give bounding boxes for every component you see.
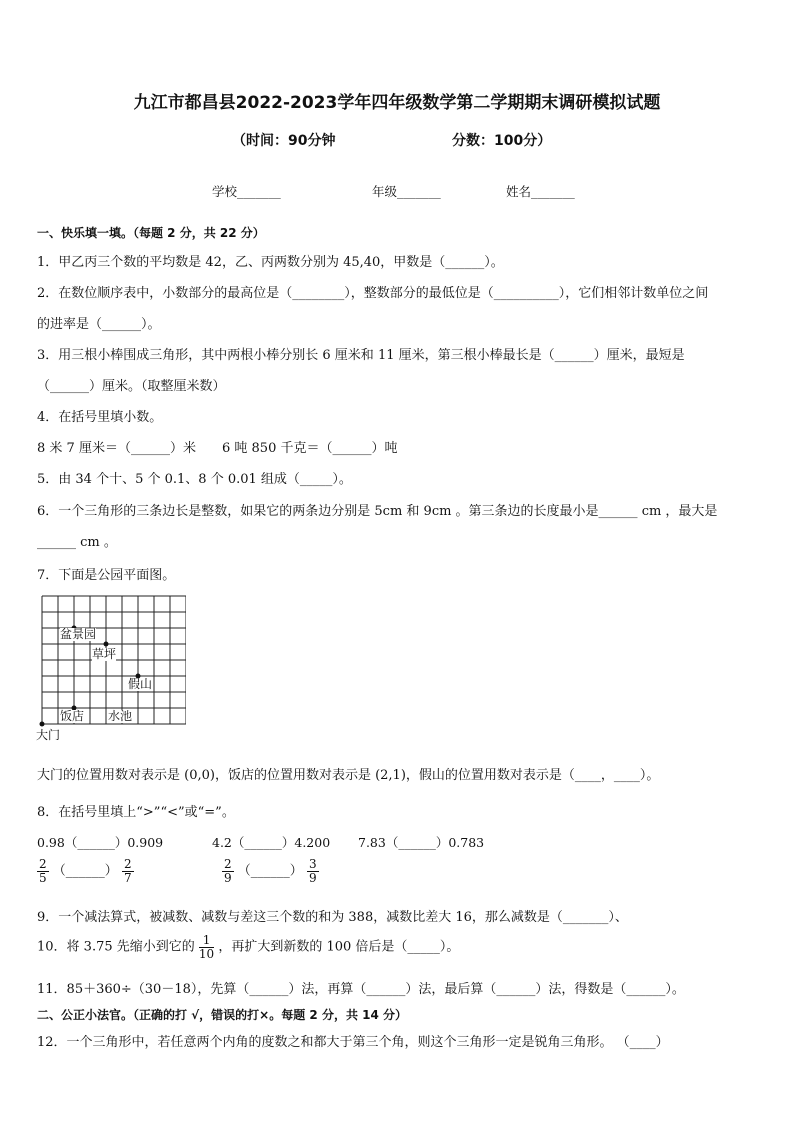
question-8: 8．在括号里填上“>”“<”或“=”。 (37, 805, 235, 820)
fraction (307, 858, 319, 884)
question-8-part-c: 7.83（______）0.783 (358, 835, 485, 850)
question-2-line-2: 的进率是（______）。 (37, 317, 161, 332)
fraction (199, 934, 214, 960)
map-label-rockery: 假山 (128, 677, 153, 691)
section-2-heading: 二、公正小法官。（正确的打 √，错误的打×。每题 2 分，共 14 分） (37, 1008, 407, 1022)
fraction (37, 858, 49, 884)
question-8-part-a: 0.98（______）0.909 (37, 835, 164, 850)
map-location-point (40, 722, 45, 727)
question-4-part-a: 8 米 7 厘米＝（______）米 (37, 441, 196, 456)
question-7: 7．下面是公园平面图。 (37, 568, 176, 583)
numerator: 2 (224, 857, 232, 871)
map-label-gate: 大门 (36, 728, 61, 742)
numerator: 1 (199, 934, 214, 948)
school-field: 学校_______ (212, 184, 281, 199)
question-6-line-1: 6．一个三角形的三条边长是整数，如果它的两条边分别是 5cm 和 9cm 。第三条边的长度最小是______ cm ，最大是 (37, 504, 718, 519)
section-1-heading: 一、快乐填一填。（每题 2 分，共 22 分） (37, 226, 265, 240)
park-map (36, 592, 186, 742)
fraction (222, 858, 234, 884)
grade-field: 年级_______ (372, 184, 441, 199)
question-10-text-b: ，再扩大到新数的 100 倍后是（_____）。 (218, 939, 460, 955)
comparison-blank: （______） (237, 863, 303, 879)
question-3-line-1: 3．用三根小棒围成三角形，其中两根小棒分别长 6 厘米和 11 厘米，第三根小棒最长是（______）厘米，最短是 (37, 348, 685, 363)
map-label-bonsai-garden: 盆景园 (60, 627, 97, 641)
map-location-point (104, 642, 109, 647)
numerator: 3 (308, 857, 317, 871)
map-label-pool: 水池 (108, 709, 133, 723)
denominator: 9 (308, 870, 317, 885)
denominator: 10 (198, 946, 215, 961)
question-5: 5．由 34 个十、5 个 0.1、8 个 0.01 组成（_____）。 (37, 472, 352, 487)
question-10 (37, 934, 459, 960)
exam-score: 分数：100分） (452, 133, 552, 149)
map-label-lawn: 草坪 (92, 647, 117, 661)
question-10-text-a: 10．将 3.75 先缩小到它的 (37, 939, 195, 955)
exam-time: （时间：90分钟 (232, 133, 336, 149)
question-7-text: 大门的位置用数对表示是 (0,0)，饭店的位置用数对表示是 (2,1)，假山的位置用数对表示是（____，____）。 (37, 768, 660, 783)
question-6-line-2: ______ cm 。 (37, 535, 117, 550)
question-2-line-1: 2．在数位顺序表中，小数部分的最高位是（________），整数部分的最低位是（__________），它们相邻计数单位之间 (37, 286, 709, 301)
comparison-blank: （______） (52, 863, 118, 879)
name-field: 姓名_______ (506, 184, 575, 199)
denominator: 7 (123, 870, 132, 885)
denominator: 9 (224, 870, 232, 885)
page-title: 九江市都昌县2022-2023学年四年级数学第二学期期末调研模拟试题 (133, 93, 661, 113)
question-8-fraction-2 (222, 858, 319, 884)
question-4-part-b: 6 吨 850 千克＝（______）吨 (222, 441, 398, 456)
question-3-line-2: （______）厘米。（取整厘米数） (37, 379, 226, 394)
denominator: 5 (39, 870, 47, 885)
question-11: 11．85＋360÷（30－18），先算（______）法，再算（______）法，最后算（______）法，得数是（______）。 (37, 982, 685, 997)
map-label-restaurant: 饭店 (60, 709, 85, 723)
question-12: 12．一个三角形中，若任意两个内角的度数之和都大于第三个角，则这个三角形一定是锐角三角形。 （____） (37, 1035, 669, 1050)
question-1: 1．甲乙丙三个数的平均数是 42，乙、丙两数分别为 45,40，甲数是（______）。 (37, 255, 504, 270)
question-8-fraction-1 (37, 858, 134, 884)
numerator: 2 (39, 857, 47, 871)
question-9: 9．一个减法算式，被减数、减数与差这三个数的和为 388，减数比差大 16，那么减数是（_______）、 (37, 910, 628, 925)
numerator: 2 (123, 857, 132, 871)
question-4: 4．在括号里填小数。 (37, 410, 163, 425)
fraction (122, 858, 134, 884)
question-8-part-b: 4.2（______）4.200 (212, 835, 331, 850)
